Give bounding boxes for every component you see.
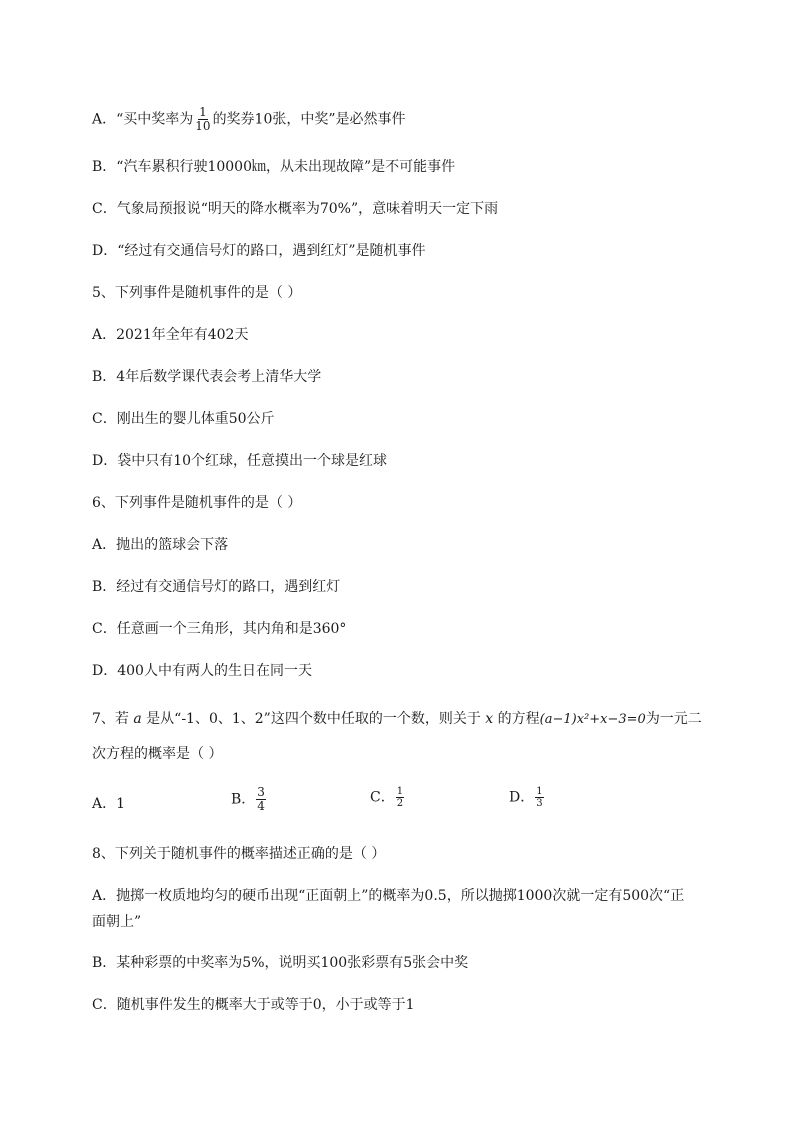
fraction-denominator: 10 xyxy=(195,119,211,133)
fraction-numerator: 1 xyxy=(199,105,207,119)
q7-stem-part2: 是从“-1、0、1、2”这四个数中任取的一个数，则关于 xyxy=(141,711,486,727)
fraction-one-half xyxy=(396,786,404,809)
fraction-denominator: 4 xyxy=(257,799,265,813)
fraction-one-third xyxy=(535,786,543,809)
q6-option-a: A．抛出的篮球会下落 xyxy=(92,537,229,553)
q7-option-a: A．1 xyxy=(92,796,126,812)
q7-option-d xyxy=(509,786,545,809)
q4-option-a-text-start: A．“买中奖率为 xyxy=(92,111,194,128)
q4-option-c: C．气象局预报说“明天的降水概率为70%”，意味着明天一定下雨 xyxy=(92,201,499,217)
q6-option-d: D．400人中有两人的生日在同一天 xyxy=(92,663,312,679)
q7-stem-part4: 为一元二 xyxy=(645,711,702,727)
q5-option-c: C．刚出生的婴儿体重50公斤 xyxy=(92,411,275,427)
fraction-numerator: 1 xyxy=(396,786,404,797)
q7-stem-part1: 7、若 xyxy=(92,711,134,727)
q7-stem-line1 xyxy=(92,709,702,730)
q6-option-c: C．任意画一个三角形，其内角和是360° xyxy=(92,621,347,637)
q4-option-d: D．“经过有交通信号灯的路口，遇到红灯”是随机事件 xyxy=(92,243,426,259)
fraction-denominator: 2 xyxy=(396,798,404,809)
q7-option-d-label: D． xyxy=(509,789,535,806)
q7-stem-line2: 次方程的概率是（ ） xyxy=(92,746,223,762)
q5-option-b: B．4年后数学课代表会考上清华大学 xyxy=(92,369,322,385)
q5-option-a: A．2021年全年有402天 xyxy=(92,327,249,343)
fraction-denominator: 3 xyxy=(536,798,543,809)
q5-stem: 5、下列事件是随机事件的是（ ） xyxy=(92,285,302,301)
q8-option-c: C．随机事件发生的概率大于或等于0，小于或等于1 xyxy=(92,997,415,1013)
q8-option-b: B．某种彩票的中奖率为5%，说明买100张彩票有5张会中奖 xyxy=(92,955,469,971)
quadratic-equation: (a−1)x²+x−3=0 xyxy=(539,712,646,727)
q7-option-b-label: B． xyxy=(231,791,256,808)
fraction-three-quarters xyxy=(256,786,266,813)
q4-option-b: B．“汽车累积行驶10000㎞，从未出现故障”是不可能事件 xyxy=(92,159,456,175)
q6-option-b: B．经过有交通信号灯的路口，遇到红灯 xyxy=(92,579,341,595)
q7-option-b xyxy=(231,786,267,813)
q4-option-a xyxy=(92,106,406,133)
variable-x: x xyxy=(485,711,494,727)
q8-option-a-line1: A．抛掷一枚质地均匀的硬币出现“正面朝上”的概率为0.5，所以抛掷1000次就一定有500次“正 xyxy=(92,888,685,904)
q7-option-c xyxy=(370,786,405,809)
q4-option-a-text-end: 的奖券10张，中奖”是必然事件 xyxy=(212,111,406,128)
q8-option-a-line2: 面朝上” xyxy=(92,914,142,930)
fraction-one-tenth xyxy=(194,106,211,133)
fraction-numerator: 1 xyxy=(536,786,543,797)
q7-stem-part3: 的方程 xyxy=(493,711,540,727)
q6-stem: 6、下列事件是随机事件的是（ ） xyxy=(92,495,302,511)
q8-stem: 8、下列关于随机事件的概率描述正确的是（ ） xyxy=(92,846,386,862)
fraction-numerator: 3 xyxy=(257,785,265,799)
q5-option-d: D．袋中只有10个红球，任意摸出一个球是红球 xyxy=(92,453,388,469)
q7-option-c-label: C． xyxy=(370,789,395,806)
variable-a: a xyxy=(133,711,142,727)
